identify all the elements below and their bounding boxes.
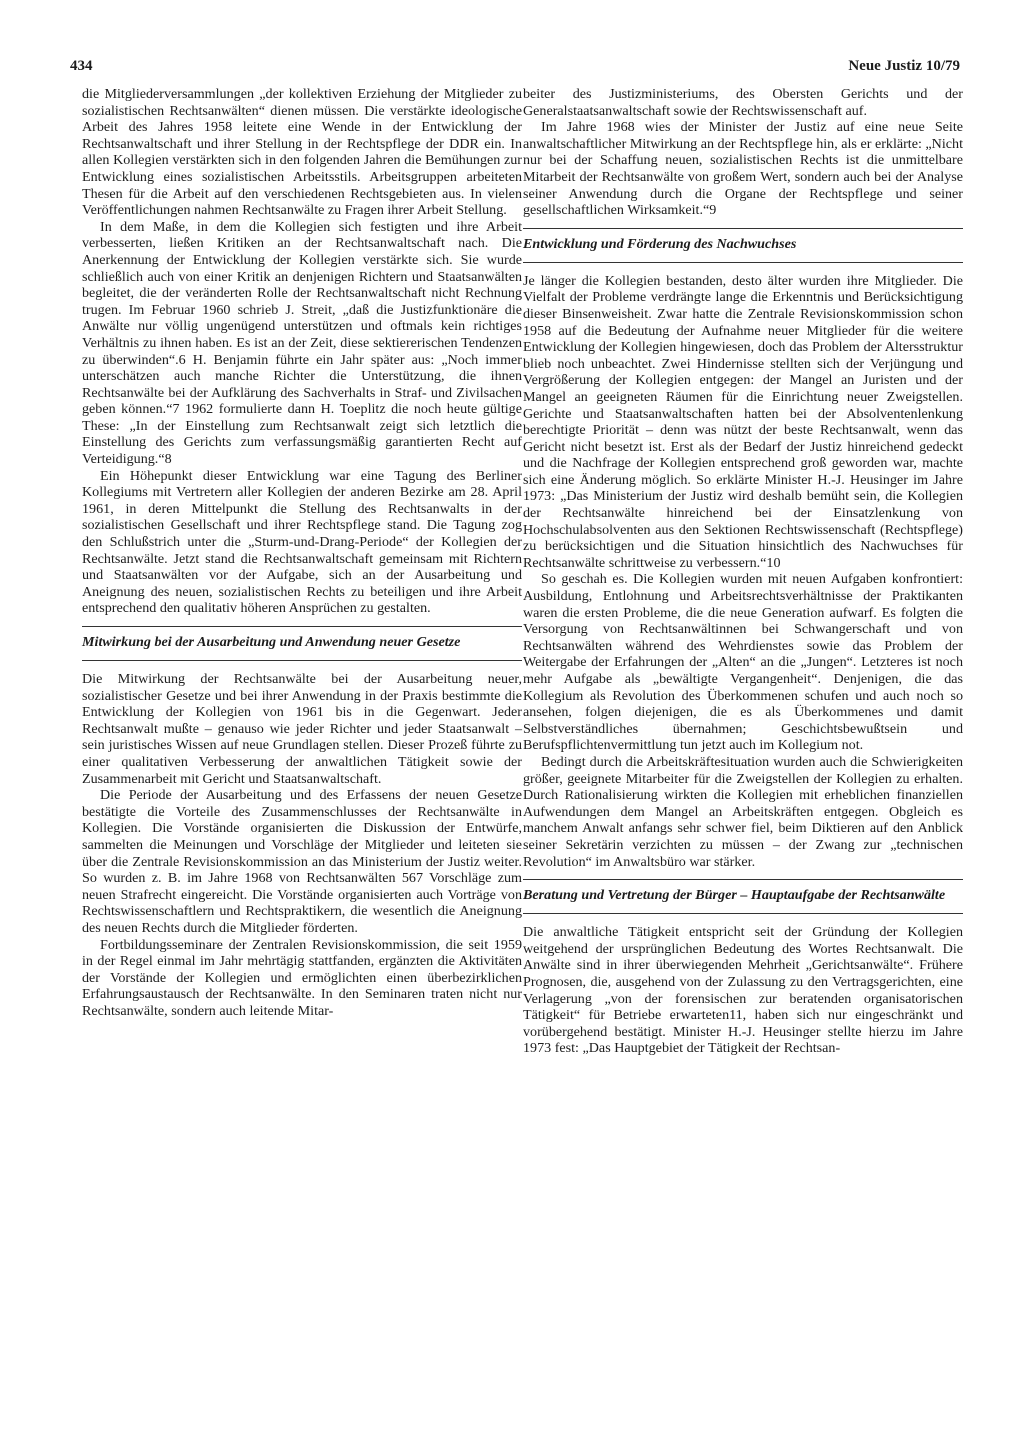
- paragraph: Im Jahre 1968 wies der Minister der Justiz auf eine neue Seite anwaltschaftlicher Mitwirkung an der Rechtspflege hin, als er erklärte: „Nicht nur bei der Schaffung neuen, sozialistischen Rechts ist die unmittelbare Mitarbeit der Rechtsanwälte von großem Wert, sondern auch bei der Analyse seiner Anwendung durch die Organe der Rechtspflege und seiner gesellschaftlichen Wirksamkeit.“9: [523, 119, 963, 219]
- paragraph: Ein Höhepunkt dieser Entwicklung war eine Tagung des Berliner Kollegiums mit Vertretern aller Kollegien der anderen Bezirke am 28. April 1961, in deren Mittelpunkt die Stellung des Rechtsanwalts in der sozialistischen Gesellschaft und ihrer Rechtspflege stand. Die Tagung zog den Schlußstrich unter die „Sturm-und-Drang-Periode“ der Kollegien der Rechtsanwälte. Jetzt stand die Rechtsanwaltschaft gemeinsam mit Richtern und Staatsanwälten vor der Aufgabe, sich an der Ausarbeitung und Aneignung des neuen, sozialistischen Rechts zu beteiligen und ihre Arbeit entsprechend den qualitativ höheren Ansprüchen zu gestalten.: [82, 467, 522, 617]
- paragraph: Je länger die Kollegien bestanden, desto älter wurden ihre Mitglieder. Die Vielfalt der Probleme verdrängte lange die Erkenntnis und Berücksichtigung dieser Binsenweisheit. Zwar hatte die Zentrale Revisionskommission schon 1958 auf die Bedeutung der Aufnahme neuer Mitglieder für die weitere Entwicklung der Kollegien hingewiesen, doch das Problem der Altersstruktur blieb noch unbeachtet. Zwei Hindernisse stellten sich der Verjüngung und Vergrößerung der Kollegien entgegen: der Mangel an Juristen und der Mangel an geeigneten Räumen für die Einrichtung neuer Zweigstellen. Gerichte und Staatsanwaltschaften hatten bei der Absolventenlenkung berechtigte Priorität – denn was nützt der beste Rechtsanwalt, wenn das Gericht nicht besetzt ist. Erst als der Bedarf der Justiz hinreichend gedeckt und die Nachfrage der Kollegien entsprechend groß geworden war, machte sich eine Änderung möglich. So erklärte Minister H.-J. Heusinger im Jahre 1973: „Das Ministerium der Justiz wird deshalb bemüht sein, die Kollegien der Rechtsanwälte hinreichend bei der Einsatzlenkung von Hochschulabsolventen aus den Sektionen Rechtswissenschaft (Rechtspflege) zu berücksichtigen und die Situation hinsichtlich des Nachwuchses für Rechtsanwälte schrittweise zu verbessern.“10: [523, 272, 963, 571]
- page-header: [70, 58, 960, 82]
- paragraph: So geschah es. Die Kollegien wurden mit neuen Aufgaben konfrontiert: Ausbildung, Entlohnung und Arbeitsrechtsverhältnisse der Praktikanten waren die ersten Probleme, die die neue Generation aufwarf. Es folgten die Versorgung von Rechtsanwältinnen bei Schwangerschaft und von Rechtsanwälten während des Wehrdienstes sowie das Problem der Weitergabe der Erfahrungen der „Alten“ an die „Jungen“. Letzteres ist noch mehr Aufgabe als „bewältigte Vergangenheit“. Denjenigen, die das Kollegium als Revolution des Überkommenen schufen und auch noch so ansehen, folgen diejenigen, die es als Überkommenes und damit Selbstverständliches übernahmen; Geschichtsbewußtsein und Berufspflichtenvermittlung tun jetzt auch im Kollegium not.: [523, 571, 963, 754]
- paragraph: In dem Maße, in dem die Kollegien sich festigten und ihre Arbeit verbesserten, ließen Kritiken an der Rechtsanwaltschaft nach. Die Anerkennung der Entwicklung der Kollegien verstärkte sich. Sie wurde schließlich auch von einer Kritik an denjenigen Richtern und Staatsanwälten begleitet, die der veränderten Rolle der Rechtsanwaltschaft nicht Rechnung trugen. Im Februar 1960 schrieb J. Streit, „daß die Justizfunktionäre die Anwälte nur völlig ungenügend unterstützen und oftmals kein richtiges Verhältnis zu ihnen haben. Es ist an der Zeit, diese sektiererischen Tendenzen zu überwinden“.6 H. Benjamin führte ein Jahr später aus: „Noch immer unterschätzen auch manche Richter die Unterstützung, die ihnen Rechtsanwälte bei der Aufklärung des Sachverhalts in Straf- und Zivilsachen geben können.“7 1962 formulierte dann H. Toeplitz die noch heute gültige These: „In der Einstellung zum Rechtsanwalt zeigt sich letztlich die Einstellung des Gerichts zum verfassungsmäßig garantierten Recht auf Verteidigung.“8: [82, 218, 522, 468]
- journal-issue: Neue Justiz 10/79: [848, 58, 960, 74]
- paragraph: Die anwaltliche Tätigkeit entspricht seit der Gründung der Kollegien weitgehend der ursprünglichen Bedeutung des Wortes Rechtsanwalt. Die Anwälte sind in ihrer überwiegenden Mehrheit „Gerichtsanwälte“. Frühere Prognosen, die, ausgehend von der Zulassung zu den Vertragsgerichten, eine Verlagerung „von der forensischen zur beratenden organisatorischen Tätigkeit“ für Betriebe erwarteten11, haben sich nur eingeschränkt und vorübergehend bestätigt. Minister H.-J. Heusinger stellte hierzu im Jahre 1973 fest: „Das Hauptgebiet der Tätigkeit der Rechtsan-: [523, 924, 963, 1057]
- section-heading: Entwicklung und Förderung des Nachwuchses: [523, 228, 963, 263]
- paragraph: Die Mitwirkung der Rechtsanwälte bei der Ausarbeitung neuer, sozialistischer Gesetze und bei ihrer Anwendung in der Praxis bestimmte die Entwicklung der Kollegien von 1961 bis in die Gegenwart. Jeder Rechtsanwalt mußte – genauso wie jeder Richter und jeder Staatsanwalt – sein juristisches Wissen auf neue Grundlagen stellen. Dieser Prozeß führte zu einer qualitativen Verbesserung der anwaltlichen Tätigkeit sowie der Zusammenarbeit mit Gericht und Staatsanwaltschaft.: [82, 671, 522, 787]
- paragraph: Bedingt durch die Arbeitskräftesituation wurden auch die Schwierigkeiten größer, geeignete Mitarbeiter für die Zweigstellen der Kollegien zu erhalten. Durch Rationalisierung wirkten die Kollegien mit erheblichen finanziellen Aufwendungen dem Mangel an Arbeitskräften entgegen. Obgleich es manchem Anwalt anfangs sehr schwer fiel, beim Diktieren auf den Anblick seiner Sekretärin verzichten zu müssen – der Zwang zur „technischen Revolution“ im Anwaltsbüro war stärker.: [523, 753, 963, 870]
- paragraph: Die Periode der Ausarbeitung und des Erfassens der neuen Gesetze bestätigte die Vorteile des Zusammenschlusses der Rechtsanwälte in Kollegien. Die Vorstände organisierten die Diskussion der Entwürfe, sammelten die Meinungen und Vorschläge der Mitglieder und leiteten sie über die Zentrale Revisionskommission an das Ministerium der Justiz weiter. So wurden z. B. im Jahre 1968 von Rechtsanwälten 567 Vorschläge zum neuen Strafrecht eingereicht. Die Vorstände organisierten auch Vorträge von Rechtswissenschaftlern und Rechtspraktikern, die wesentlich die Aneignung des neuen Rechts durch die Mitglieder förderten.: [82, 787, 522, 936]
- left-column: [82, 86, 522, 1019]
- section-heading: Mitwirkung bei der Ausarbeitung und Anwendung neuer Gesetze: [82, 626, 522, 661]
- page-number: 434: [70, 58, 93, 74]
- paragraph: die Mitgliederversammlungen „der kollektiven Erziehung der Mitglieder zu sozialistischen Rechtsanwälten“ dienen müssen. Die verstärkte ideologische Arbeit des Jahres 1958 leitete eine Wende in der Entwicklung der Rechtsanwaltschaft und ihrer Stellung in der Rechtspflege der DDR ein. In allen Kollegien verstärkten sich in den folgenden Jahren die Bemühungen zur Entwicklung eines sozialistischen Arbeitsstils. Arbeitsgruppen arbeiteten Thesen für die Arbeit auf den verschiedenen Rechtsgebieten aus. In vielen Veröffentlichungen nahmen Rechtsanwälte zu Fragen ihrer Arbeit Stellung.: [82, 86, 522, 219]
- section-heading: Beratung und Vertretung der Bürger – Hauptaufgabe der Rechtsanwälte: [523, 879, 963, 914]
- paragraph: Fortbildungsseminare der Zentralen Revisionskommission, die seit 1959 in der Regel einmal im Jahr mehrtägig stattfanden, ergänzten die Aktivitäten der Vorstände der Kollegien und ermöglichten einen überbezirklichen Erfahrungsaustausch der Rechtsanwälte. In den Seminaren traten nicht nur Rechtsanwälte, sondern auch leitende Mitar-: [82, 936, 522, 1019]
- paragraph: beiter des Justizministeriums, des Obersten Gerichts und der Generalstaatsanwaltschaft sowie der Rechtswissenschaft auf.: [523, 86, 963, 119]
- right-column: [523, 86, 963, 1057]
